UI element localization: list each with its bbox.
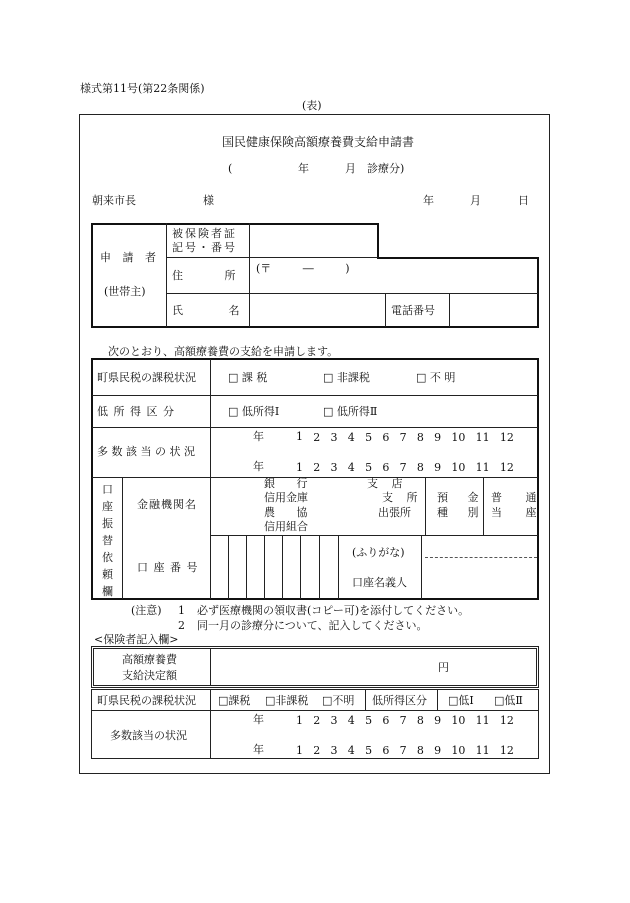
month-6[interactable]: 6 (382, 461, 390, 474)
insurer-low-1[interactable]: □低Ⅰ (448, 694, 474, 707)
month-10[interactable]: 10 (451, 714, 466, 727)
low-income-option-1[interactable]: □ 低所得Ⅰ (228, 405, 280, 418)
tax-option-nontaxed[interactable]: □ 非課税 (323, 371, 370, 384)
account-holder-field[interactable] (426, 559, 536, 598)
insurer-tax-label: 町県民税の課税状況 (97, 694, 196, 707)
month-2[interactable]: 2 (313, 431, 321, 444)
branch-type-office[interactable]: 出張所 (378, 506, 411, 519)
month-11[interactable]: 11 (475, 431, 490, 444)
decided-label-2: 支給決定額 (122, 669, 177, 682)
insurer-tax-taxed[interactable]: □課税 (218, 694, 251, 707)
applicant-sub-label: (世帯主) (104, 285, 146, 298)
low-income-label: 低 所 得 区 分 (97, 405, 175, 418)
address-field[interactable] (251, 276, 536, 292)
month-4[interactable]: 4 (347, 461, 355, 474)
month-5[interactable]: 5 (365, 714, 373, 727)
month-9[interactable]: 9 (434, 714, 442, 727)
month-11[interactable]: 11 (475, 744, 490, 757)
date-day: 日 (518, 194, 529, 207)
multiple-months-row-1 (296, 431, 514, 444)
yen-unit: 円 (438, 661, 449, 674)
account-type-current[interactable]: 当 座 (491, 506, 537, 519)
bank-type-credit-union[interactable]: 信用組合 (264, 520, 308, 533)
month-3[interactable]: 3 (330, 744, 338, 757)
month-7[interactable]: 7 (399, 714, 407, 727)
phone-field[interactable] (451, 295, 536, 326)
note-2-text: 同一月の診療分について、記入してください。 (197, 619, 428, 632)
addressee-mayor: 朝来市長 (92, 194, 136, 207)
month-10[interactable]: 10 (451, 461, 466, 474)
month-5[interactable]: 5 (365, 461, 373, 474)
month-4[interactable]: 4 (347, 431, 355, 444)
bank-type-bank[interactable]: 銀 行 (264, 477, 308, 490)
insurer-multiple-year-2: 年 (253, 743, 264, 756)
month-1[interactable]: 1 (296, 744, 303, 757)
month-8[interactable]: 8 (416, 461, 424, 474)
month-10[interactable]: 10 (451, 744, 466, 757)
month-9[interactable]: 9 (434, 431, 442, 444)
side-label: (表) (302, 99, 322, 112)
insurance-no-label-1: 被保険者証 (172, 227, 237, 240)
tax-status-label: 町県民税の課税状況 (97, 371, 196, 384)
furigana-label: (ふりがな) (352, 546, 405, 559)
month-12[interactable]: 12 (499, 431, 514, 444)
account-type-regular[interactable]: 普 通 (491, 491, 537, 504)
month-10[interactable]: 10 (451, 431, 466, 444)
month-8[interactable]: 8 (416, 744, 424, 757)
month-2[interactable]: 2 (313, 744, 321, 757)
date-year: 年 (423, 194, 434, 207)
multiple-label: 多 数 該 当 の 状 況 (97, 445, 195, 458)
month-7[interactable]: 7 (399, 431, 407, 444)
multiple-year-1: 年 (253, 430, 264, 443)
month-6[interactable]: 6 (382, 744, 390, 757)
month-11[interactable]: 11 (475, 714, 490, 727)
tax-option-unknown[interactable]: □ 不 明 (416, 371, 456, 384)
postal-code: (〒 ― ) (256, 262, 350, 275)
month-3[interactable]: 3 (330, 461, 338, 474)
multiple-months-row-2 (296, 461, 514, 474)
month-3[interactable]: 3 (330, 714, 338, 727)
date-month: 月 (470, 194, 481, 207)
month-12[interactable]: 12 (499, 744, 514, 757)
account-no-label: 口 座 番 号 (137, 561, 199, 574)
addressee-honorific: 様 (203, 194, 214, 207)
branch-type-branch[interactable]: 支 店 (367, 477, 403, 490)
month-2[interactable]: 2 (313, 714, 321, 727)
insurance-no-field[interactable] (251, 225, 376, 256)
insurer-tax-unknown[interactable]: □不明 (322, 694, 355, 707)
insurer-multiple-label: 多数該当の状況 (110, 729, 187, 742)
deposit-label-2: 種 別 (437, 506, 479, 519)
low-income-option-2[interactable]: □ 低所得Ⅱ (323, 405, 378, 418)
insurer-tax-nontaxed[interactable]: □非課税 (265, 694, 309, 707)
month-1[interactable]: 1 (296, 461, 303, 474)
month-5[interactable]: 5 (365, 744, 373, 757)
form-number: 様式第11号(第22条関係) (80, 82, 205, 95)
multiple-year-2: 年 (253, 460, 264, 473)
address-label: 住 所 (172, 269, 236, 282)
month-2[interactable]: 2 (313, 461, 321, 474)
month-8[interactable]: 8 (416, 714, 424, 727)
deposit-label-1: 預 金 (437, 491, 479, 504)
branch-type-sub[interactable]: 支 所 (382, 491, 418, 504)
insurer-months-row-2 (296, 744, 514, 757)
note-2-no: 2 (178, 619, 185, 632)
applicant-label: 申 請 者 (100, 251, 160, 264)
month-7[interactable]: 7 (399, 461, 407, 474)
month-9[interactable]: 9 (434, 744, 442, 757)
month-5[interactable]: 5 (365, 431, 373, 444)
bank-name-label: 金融機関名 (137, 498, 197, 511)
bank-type-shinkin[interactable]: 信用金庫 (264, 491, 308, 504)
decided-label-1: 高額療養費 (122, 653, 177, 666)
insurer-section-label: <保険者記入欄> (94, 633, 179, 646)
month-11[interactable]: 11 (475, 461, 490, 474)
note-1-no: 1 (178, 604, 185, 617)
insurer-months-row-1 (296, 714, 514, 727)
month-7[interactable]: 7 (399, 744, 407, 757)
month-6[interactable]: 6 (382, 431, 390, 444)
month-6[interactable]: 6 (382, 714, 390, 727)
tax-option-taxed[interactable]: □ 課 税 (228, 371, 268, 384)
month-4[interactable]: 4 (347, 714, 355, 727)
form-title: 国民健康保険高額療養費支給申請書 (222, 135, 415, 149)
insurer-multiple-year-1: 年 (253, 713, 264, 726)
month-9[interactable]: 9 (434, 461, 442, 474)
insurer-low-income-label: 低所得区分 (372, 694, 427, 707)
month-1[interactable]: 1 (296, 430, 303, 443)
month-1[interactable]: 1 (296, 714, 303, 727)
insurance-no-label-2: 記号・番号 (172, 241, 237, 254)
notes-label: (注意) (131, 604, 162, 617)
month-8[interactable]: 8 (416, 431, 424, 444)
bank-type-nokyo[interactable]: 農 協 (264, 506, 308, 519)
account-holder-label: 口座名義人 (352, 576, 407, 589)
month-3[interactable]: 3 (330, 431, 338, 444)
month-4[interactable]: 4 (347, 744, 355, 757)
phone-label: 電話番号 (391, 304, 435, 317)
name-field[interactable] (251, 295, 384, 326)
month-12[interactable]: 12 (499, 714, 514, 727)
month-12[interactable]: 12 (499, 461, 514, 474)
insurer-low-2[interactable]: □低Ⅱ (494, 694, 523, 707)
name-label: 氏 名 (172, 304, 240, 317)
intro-text: 次のとおり、高額療養費の支給を申請します。 (108, 345, 339, 358)
note-1-text: 必ず医療機関の領収書(コピー可)を添付してください。 (197, 604, 470, 617)
